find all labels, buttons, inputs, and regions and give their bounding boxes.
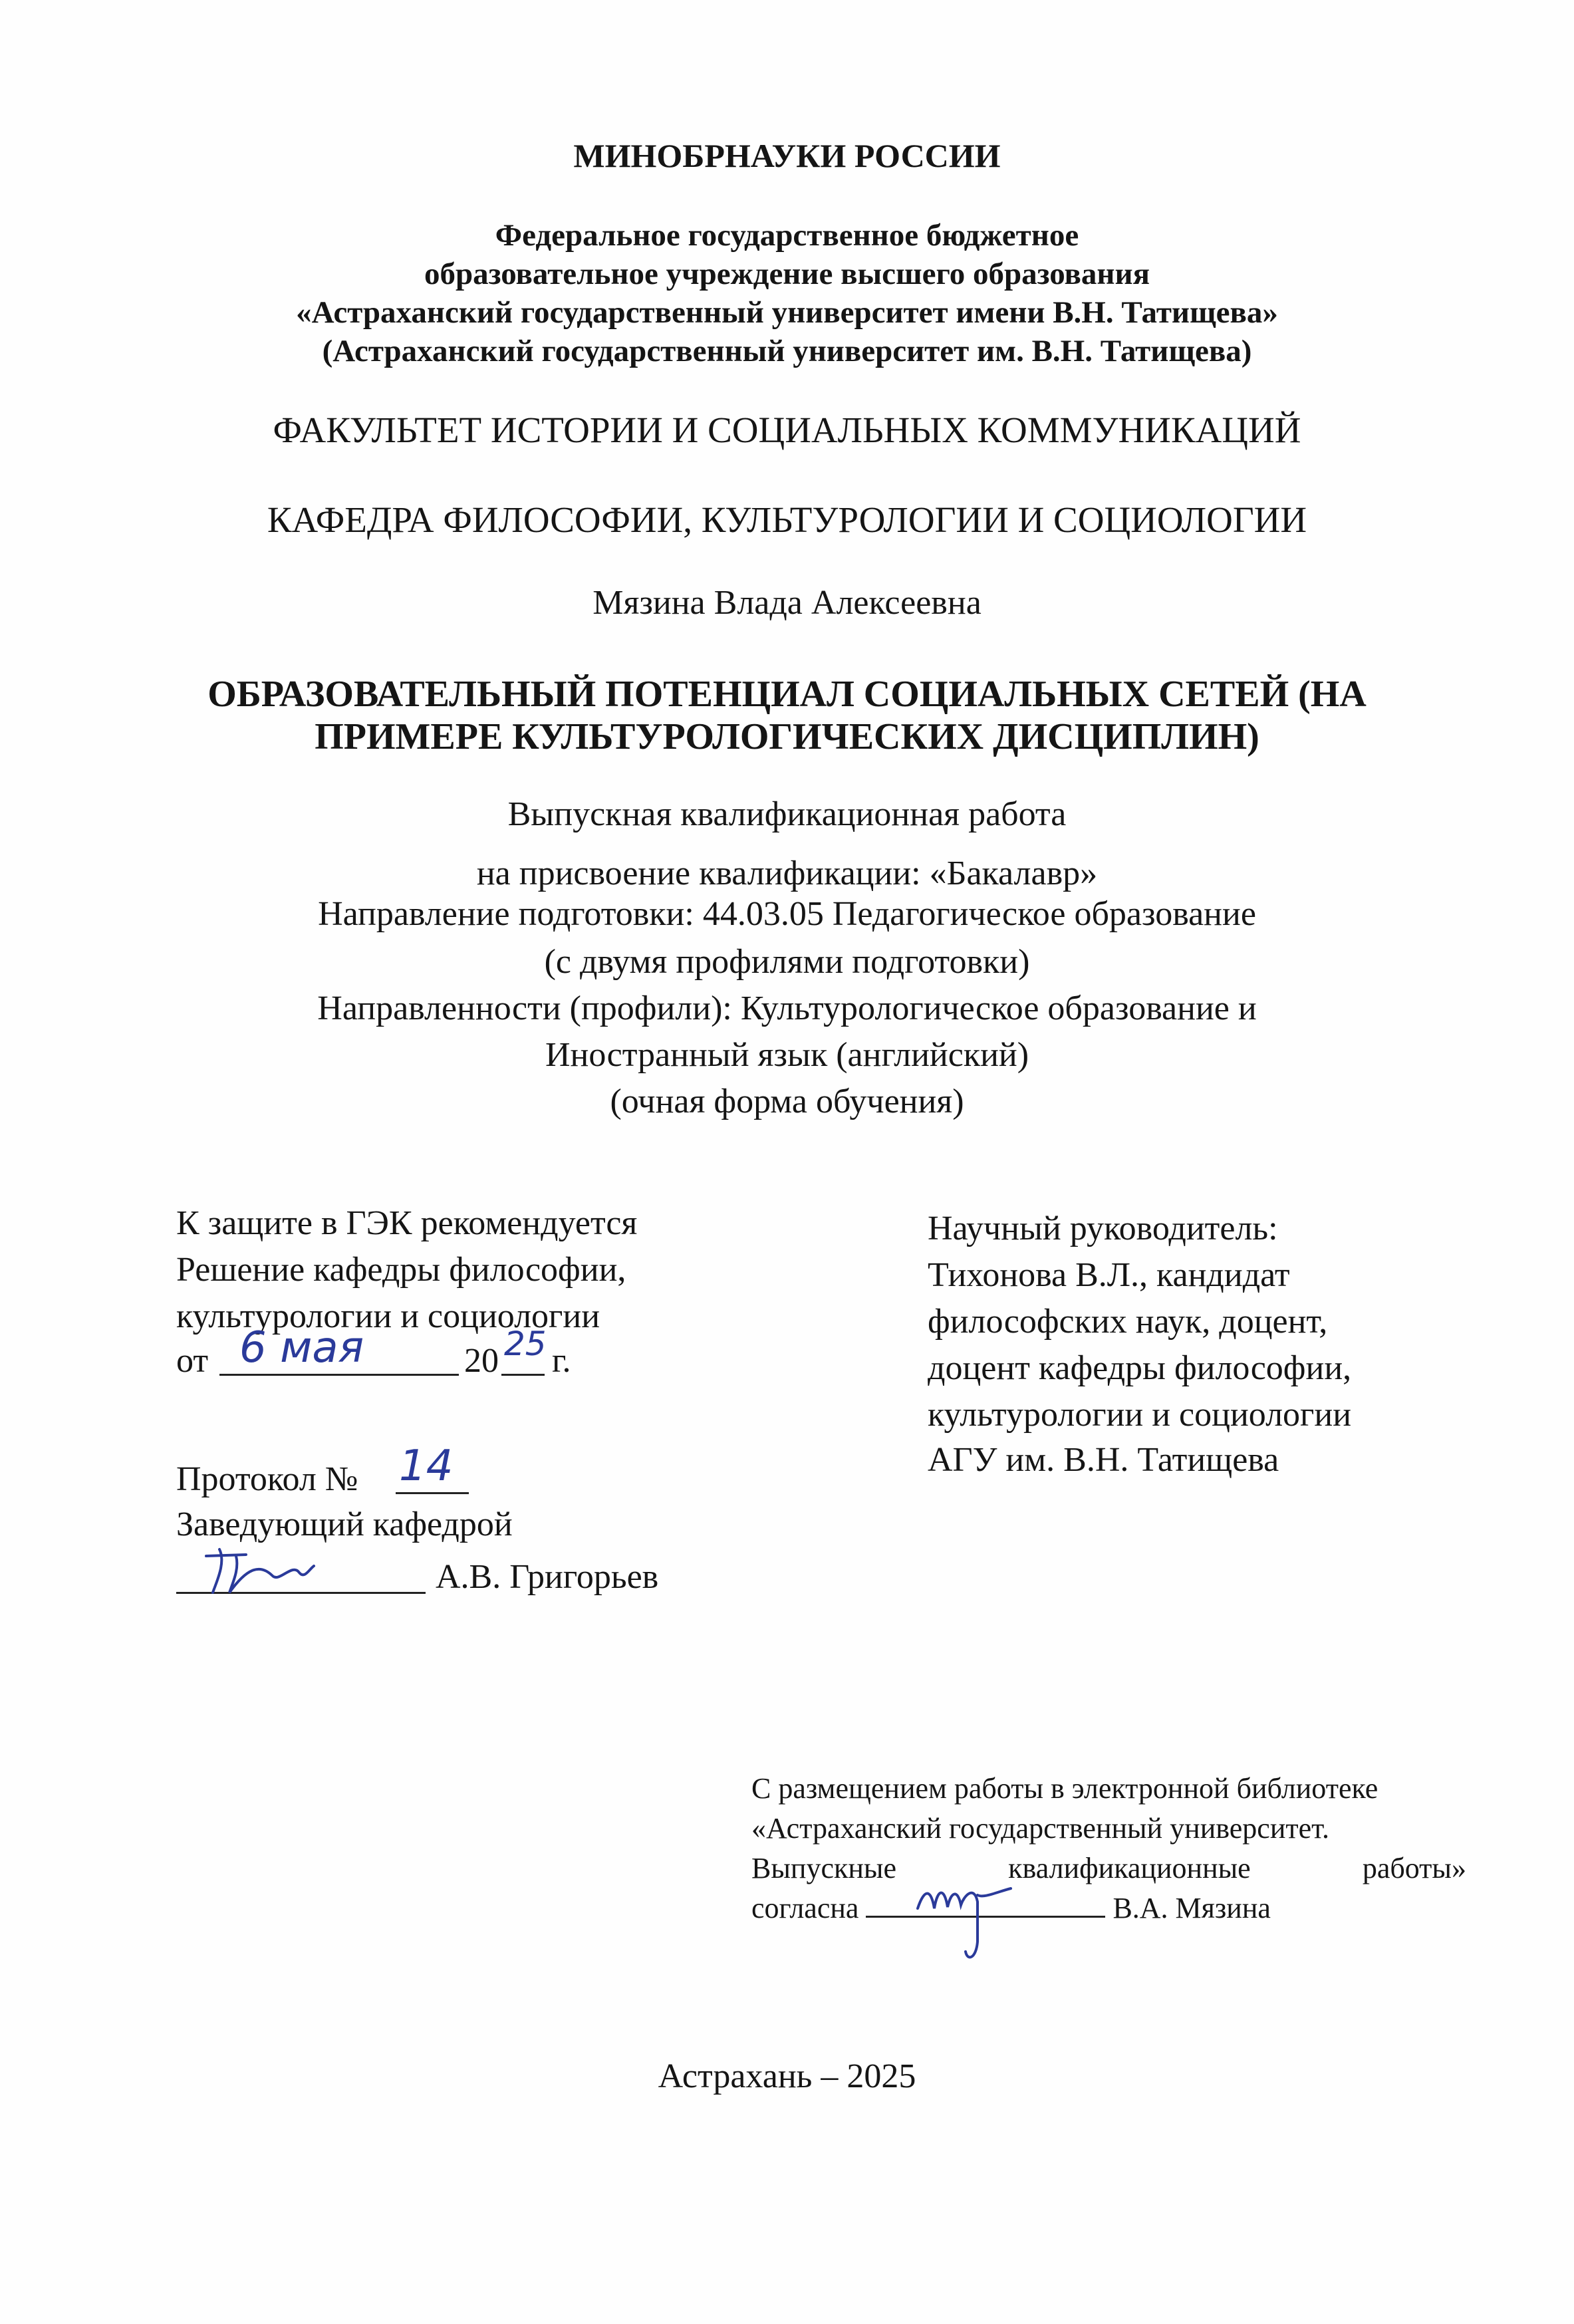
details-line-1: на присвоение квалификации: «Бакалавр» [476, 854, 1098, 892]
supervisor-line-1: Научный руководитель: [928, 1210, 1278, 1247]
supervisor-line-2: Тихонова В.Л., кандидат [928, 1256, 1290, 1294]
protocol-underline [396, 1492, 469, 1494]
consent-name: В.А. Мязина [1113, 1892, 1271, 1924]
handwritten-date: 6 мая [239, 1323, 364, 1372]
handwritten-protocol-number: 14 [399, 1442, 454, 1491]
thesis-title-line-2: ПРИМЕРЕ КУЛЬТУРОЛОГИЧЕСКИХ ДИСЦИПЛИН) [315, 716, 1259, 757]
library-consent [751, 1769, 1466, 1928]
consent-word-3: работы» [1362, 1852, 1466, 1884]
head-signature-icon [199, 1536, 319, 1603]
year-postfix: г. [552, 1342, 571, 1380]
consent-line-4 [751, 1888, 1466, 1928]
date-prefix: от [176, 1342, 209, 1380]
consent-line-1: С размещением работы в электронной библиотеке [751, 1772, 1378, 1805]
year-underline [501, 1374, 545, 1376]
thesis-title-line-1: ОБРАЗОВАТЕЛЬНЫЙ ПОТЕНЦИАЛ СОЦИАЛЬНЫХ СЕТЕЙ (НА [207, 674, 1367, 715]
year-prefix: 20 [464, 1342, 499, 1380]
details-line-4: Направленности (профили): Культурологическое образование и [317, 989, 1257, 1027]
city-year-footer: Астрахань – 2025 [658, 2057, 916, 2095]
recommendation-line-1: К защите в ГЭК рекомендуется [176, 1204, 638, 1242]
supervisor-line-3: философских наук, доцент, [928, 1303, 1328, 1341]
details-line-5: Иностранный язык (английский) [545, 1036, 1029, 1074]
department-heading: КАФЕДРА ФИЛОСОФИИ, КУЛЬТУРОЛОГИИ И СОЦИОЛОГИИ [267, 499, 1307, 540]
ministry-heading: МИНОБРНАУКИ РОССИИ [573, 137, 1001, 174]
head-of-department-label: Заведующий кафедрой [176, 1505, 513, 1543]
consent-line-2: «Астраханский государственный университет. [751, 1812, 1330, 1845]
recommendation-line-2: Решение кафедры философии, [176, 1251, 626, 1289]
institution-line-1: Федеральное государственное бюджетное [495, 218, 1079, 253]
protocol-label: Протокол № [176, 1460, 358, 1498]
institution-line-4: (Астраханский государственный университет им. В.Н. Татищева) [322, 334, 1252, 368]
institution-line-2: образовательное учреждение высшего образования [424, 257, 1150, 291]
consent-prefix: согласна [751, 1892, 859, 1924]
details-line-2: Направление подготовки: 44.03.05 Педагогическое образование [318, 895, 1256, 933]
author-signature-icon [911, 1869, 1024, 1968]
details-line-3: (с двумя профилями подготовки) [544, 943, 1030, 981]
date-underline [219, 1374, 459, 1376]
consent-word-2: квалификационные [1008, 1852, 1251, 1884]
recommendation-line-3: культурологии и социологии [176, 1297, 600, 1335]
supervisor-line-6: АГУ им. В.Н. Татищева [928, 1441, 1279, 1479]
details-line-6: (очная форма обучения) [610, 1083, 964, 1120]
author-name: Мязина Влада Алексеевна [592, 584, 982, 622]
head-name: А.В. Григорьев [436, 1558, 659, 1596]
handwritten-year: 25 [504, 1325, 547, 1363]
supervisor-line-4: доцент кафедры философии, [928, 1349, 1352, 1387]
supervisor-line-5: культурологии и социологии [928, 1396, 1352, 1434]
consent-word-1: Выпускные [751, 1852, 897, 1884]
consent-line-3 [751, 1849, 1466, 1888]
work-type: Выпускная квалификационная работа [507, 795, 1067, 833]
institution-line-3: «Астраханский государственный университет имени В.Н. Татищева» [296, 295, 1278, 330]
faculty-heading: ФАКУЛЬТЕТ ИСТОРИИ И СОЦИАЛЬНЫХ КОММУНИКАЦИЙ [273, 410, 1301, 450]
